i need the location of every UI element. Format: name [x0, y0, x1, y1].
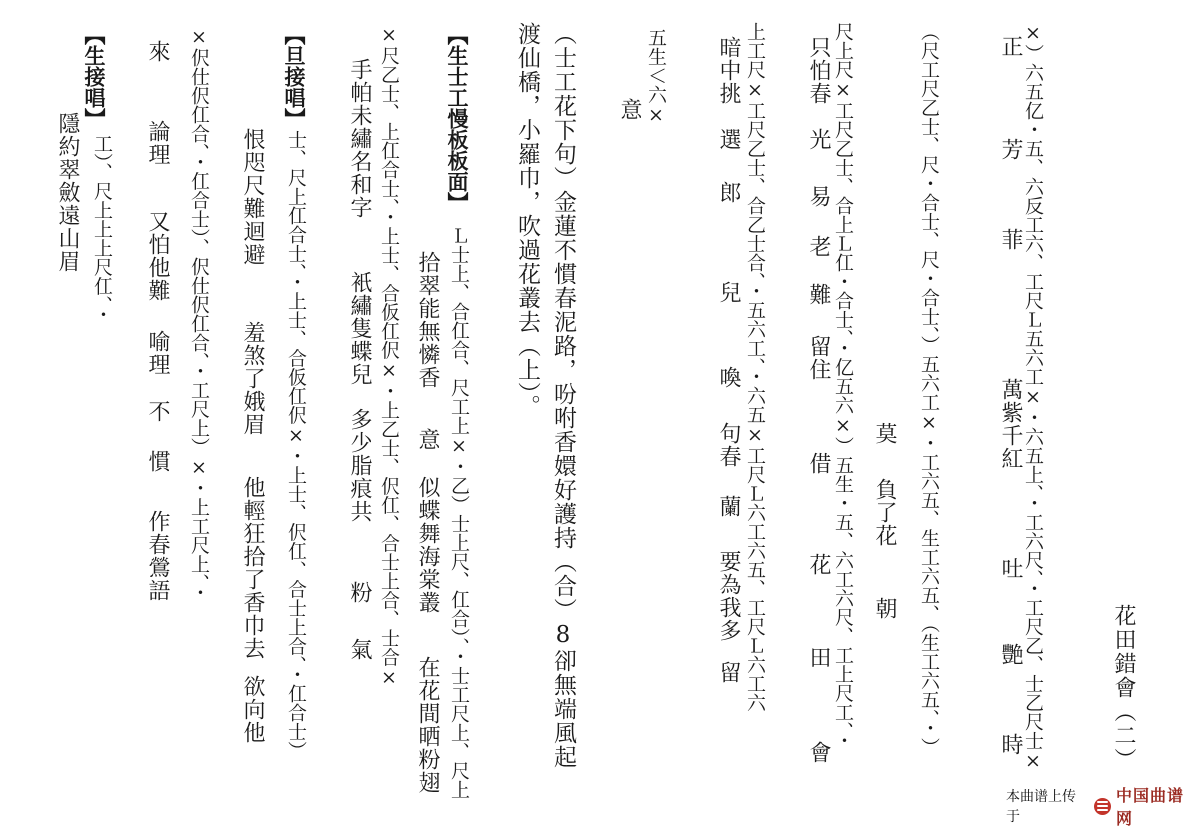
gongche-column-4: 上工尺×工尺乙士、合乙士合、・五六工、・六五×工尺Ｌ六工六五、工尺Ｌ六工六 — [744, 22, 766, 712]
gongche-column-2: （尺工尺乙士、尺・合士、尺・合士、）五六工×・工六五、生工六五、（生工六五、・） — [918, 22, 940, 757]
lyric-3-seg-7: 花 — [806, 553, 831, 576]
lyric-2-seg-2: 朝 — [872, 597, 897, 620]
lyric-1-seg-0: 正 — [998, 35, 1023, 58]
lyric-2-seg-0: 莫 — [872, 422, 897, 445]
lyric-3-seg-0: 只怕春 — [806, 36, 831, 105]
lyric-text-line-1: （士工花下句）金蓮不慣春泥路，吩咐香嬛好護持（合）8卻無端風起 — [550, 22, 576, 769]
site-name: 中国曲谱网 — [1116, 786, 1185, 828]
lyric-7-seg-0: 手帕未繡名和字 — [347, 58, 372, 219]
lyric-4-seg-5: 句春 — [716, 422, 741, 468]
lyric-1-seg-2: 菲 — [998, 228, 1023, 251]
lyric-4-seg-0: 暗中挑 — [716, 36, 741, 105]
lyric-3-seg-3: 老 — [806, 235, 831, 258]
lyric-3-seg-8: 田 — [806, 646, 831, 669]
lyric-8-seg-2: 他輕狂拾了香巾去 — [240, 476, 265, 660]
site-logo-icon — [1094, 798, 1111, 815]
lyric-9-seg-4: 不 — [145, 400, 170, 423]
lyric-3-seg-4: 難 — [806, 283, 831, 306]
section-header-manban: 【生士工慢板板面】 — [445, 24, 470, 213]
lyric-4-seg-2: 郎 — [716, 181, 741, 204]
lyric-9-seg-2: 又怕他難 — [145, 210, 170, 302]
gongche-column-1: ×）六五亿・五、六反工六、工尺Ｌ五六工×・六五上、・工六尺、・工尺乙、士乙尺士× — [1022, 22, 1044, 772]
lyric-7-seg-1: 衹繡隻蝶兒 — [347, 271, 372, 386]
lyric-4-seg-8: 留 — [716, 661, 741, 684]
lyric-3-seg-1: 光 — [806, 128, 831, 151]
lyric-3-seg-9: 會 — [806, 741, 831, 764]
gongche-column-10: 工）、尺上上上尺仜、・ — [91, 134, 113, 324]
gongche-column-6: Ｌ士上、合仜合、尺工上×・乙）士上尺、仜合）、・士工尺上、尺上 — [448, 226, 470, 799]
lyric-1-seg-5: 艷 — [998, 643, 1023, 666]
lyric-1-seg-6: 時 — [998, 733, 1023, 756]
lyric-9-seg-0: 來 — [145, 40, 170, 63]
watermark — [1006, 783, 1200, 829]
lyric-1-seg-4: 吐 — [998, 557, 1023, 580]
lyric-text-line-2: 渡仙橋，小羅巾，吹過花叢去（上）。 — [514, 22, 540, 419]
watermark-text: 本曲谱上传于 — [1006, 789, 1076, 825]
gongche-column-7: ×尺乙士、上仜合士、・上士、合仮仜伬×・上乙士、伬仜、合士上合、士合× — [378, 24, 400, 689]
lyric-9-seg-5: 慣 — [145, 450, 170, 473]
lyric-4-seg-3: 兒 — [716, 281, 741, 304]
gongche-column-5: 五生＜六× — [645, 28, 667, 126]
gongche-column-8: 士、尺上仜合士、・上士、合仮仜伬×・上士、伬仜、合士上合、・仜合士） — [285, 130, 307, 760]
lyric-3-seg-6: 借 — [806, 452, 831, 475]
lyric-5-seg-0: 意 — [617, 98, 642, 121]
lyric-10-seg-0: 隱約翠斂遠山眉 — [55, 112, 80, 273]
lyric-6-seg-1: 意 — [415, 428, 440, 451]
lyric-9-seg-1: 論理 — [145, 120, 170, 166]
lyric-8-seg-1: 羞煞了娥眉 — [240, 321, 265, 436]
lyric-7-seg-2: 多少脂痕共 — [347, 408, 372, 523]
gongche-column-9: ×伬仕伬仜合、・仜合士）、伬仕伬仜合、・工尺上）×・上工尺上、・ — [188, 26, 210, 602]
lyric-3-seg-2: 易 — [806, 185, 831, 208]
lyric-8-seg-0: 恨咫尺難迴避 — [240, 128, 265, 266]
lyric-4-seg-4: 喚 — [716, 366, 741, 389]
lyric-1-seg-1: 芳 — [998, 138, 1023, 161]
lyric-4-seg-6: 蘭 — [716, 495, 741, 518]
lyric-1-seg-3: 萬紫千紅 — [998, 378, 1023, 470]
lyric-9-seg-3: 喻理 — [145, 330, 170, 376]
section-header-sheng-jie-chang: 【生接唱】 — [82, 24, 107, 129]
lyric-4-seg-1: 選 — [716, 128, 741, 151]
score-title-vertical: 花田錯會（二） — [1111, 604, 1136, 772]
gongche-column-3: 尺上尺×工尺乙士、合上Ｌ仜・合士、・亿五六×）五生・五、六工六尺、工上尺工、・ — [832, 22, 854, 750]
lyric-2-seg-1: 負了花 — [872, 478, 897, 547]
lyric-3-seg-5: 留住 — [806, 335, 831, 381]
lyric-8-seg-3: 欲向他 — [240, 675, 265, 744]
lyric-6-seg-2: 似蝶舞海棠叢 — [415, 476, 440, 614]
lyric-7-seg-3: 粉 — [347, 581, 372, 604]
lyric-6-seg-0: 拾翠能無憐香 — [415, 251, 440, 389]
lyric-6-seg-3: 在花間晒粉翅 — [415, 656, 440, 794]
section-header-dan-jie-chang: 【旦接唱】 — [282, 24, 307, 129]
lyric-7-seg-4: 氣 — [347, 638, 372, 661]
lyric-9-seg-6: 作春鶯語 — [145, 510, 170, 602]
lyric-4-seg-7: 要為我多 — [716, 550, 741, 642]
